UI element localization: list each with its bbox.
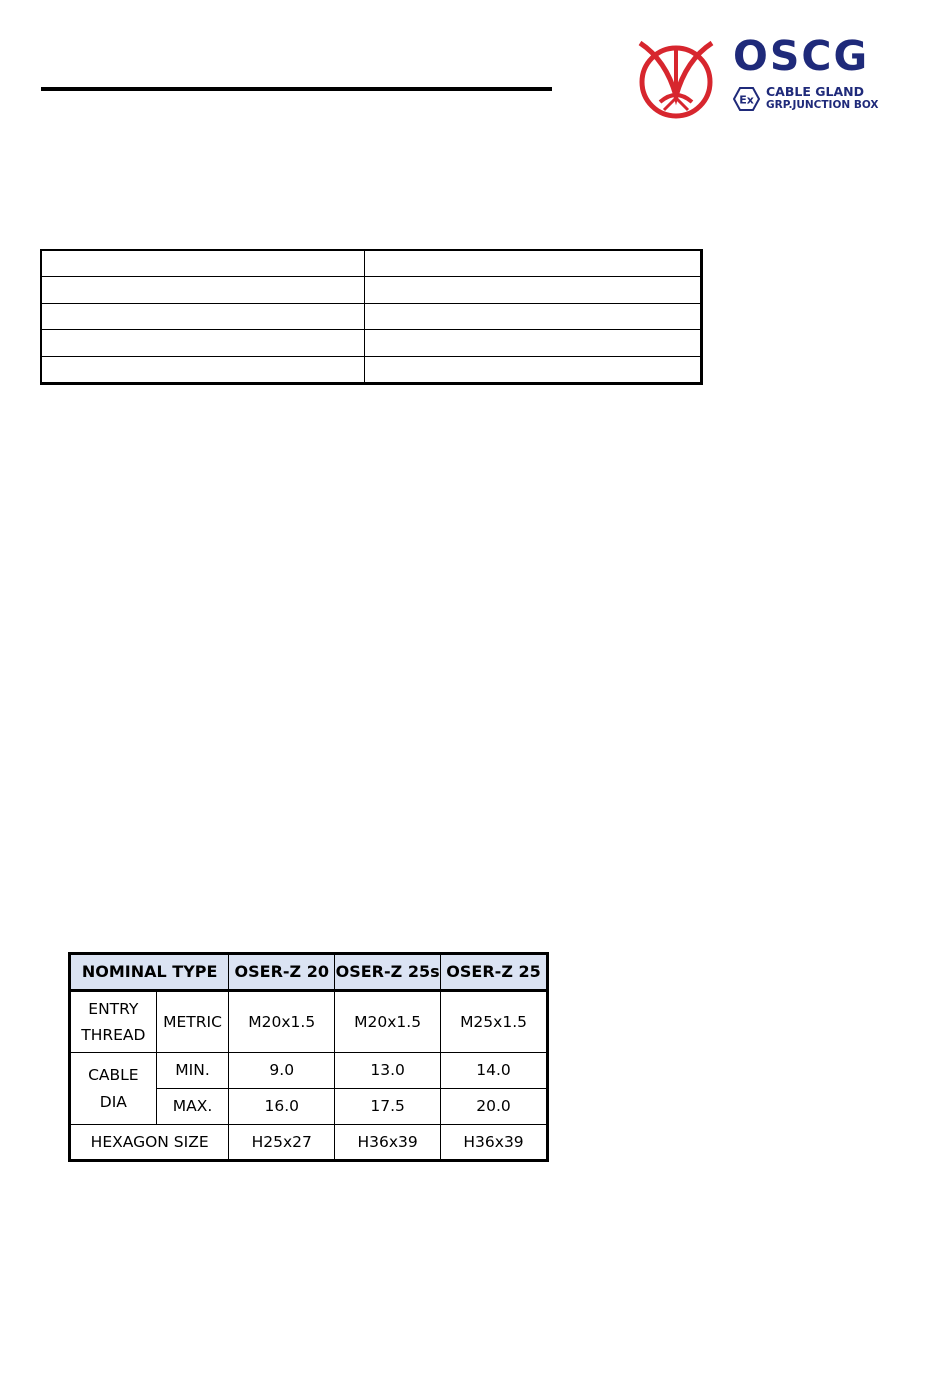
table-cell: M25x1.5: [441, 991, 548, 1053]
nominal-type-header: NOMINAL TYPE: [70, 954, 229, 991]
type-header: OSER-Z 20: [229, 954, 335, 991]
table-cell: 16.0: [229, 1089, 335, 1125]
spec-row: [41, 356, 702, 383]
cable-dia-label: [70, 1053, 157, 1125]
company-logo: [636, 32, 896, 120]
table-cell: 14.0: [441, 1053, 548, 1089]
min-label: MIN.: [156, 1053, 229, 1089]
spec-row: [41, 277, 702, 303]
spec-cell: [41, 277, 365, 303]
ex-mark-text: Ex: [739, 93, 754, 107]
spec-row: [41, 250, 702, 277]
cable-dia-min-row: [70, 1053, 548, 1089]
table-cell: M20x1.5: [229, 991, 335, 1053]
spec-cell: [365, 303, 702, 329]
spec-table: [40, 249, 703, 385]
cable-dia-label-line2: DIA: [99, 1092, 127, 1111]
table-cell: H36x39: [441, 1125, 548, 1161]
type-header: OSER-Z 25: [441, 954, 548, 991]
ex-hexagon-icon: [733, 87, 760, 111]
max-label: MAX.: [156, 1089, 229, 1125]
spec-cell: [365, 330, 702, 356]
type-header: OSER-Z 25s: [335, 954, 441, 991]
spec-cell: [365, 356, 702, 383]
oscg-emblem-icon: [636, 40, 720, 120]
entry-thread-label: [70, 991, 157, 1053]
table-cell: 17.5: [335, 1089, 441, 1125]
entry-thread-row: [70, 991, 548, 1053]
spec-cell: [41, 250, 365, 277]
table-cell: M20x1.5: [335, 991, 441, 1053]
table-header-row: [70, 954, 548, 991]
entry-thread-label-line2: THREAD: [81, 1026, 146, 1044]
spec-cell: [41, 303, 365, 329]
spec-cell: [41, 356, 365, 383]
table-cell: H25x27: [229, 1125, 335, 1161]
spec-row: [41, 303, 702, 329]
table-cell: 9.0: [229, 1053, 335, 1089]
logo-line1: CABLE GLAND: [766, 84, 864, 99]
hexagon-size-label: HEXAGON SIZE: [70, 1125, 229, 1161]
dimension-table: [68, 952, 549, 1162]
entry-thread-label-line1: ENTRY: [88, 999, 139, 1018]
table-cell: 20.0: [441, 1089, 548, 1125]
spec-cell: [365, 250, 702, 277]
logo-line2: GRP.JUNCTION BOX: [766, 99, 879, 111]
spec-cell: [41, 330, 365, 356]
logo-name: OSCG: [733, 32, 870, 80]
table-cell: H36x39: [335, 1125, 441, 1161]
hexagon-size-row: [70, 1125, 548, 1161]
metric-label: METRIC: [156, 991, 229, 1053]
spec-cell: [365, 277, 702, 303]
cable-dia-label-line1: CABLE: [88, 1066, 139, 1085]
spec-row: [41, 330, 702, 356]
header-rule: [41, 87, 552, 91]
table-cell: 13.0: [335, 1053, 441, 1089]
